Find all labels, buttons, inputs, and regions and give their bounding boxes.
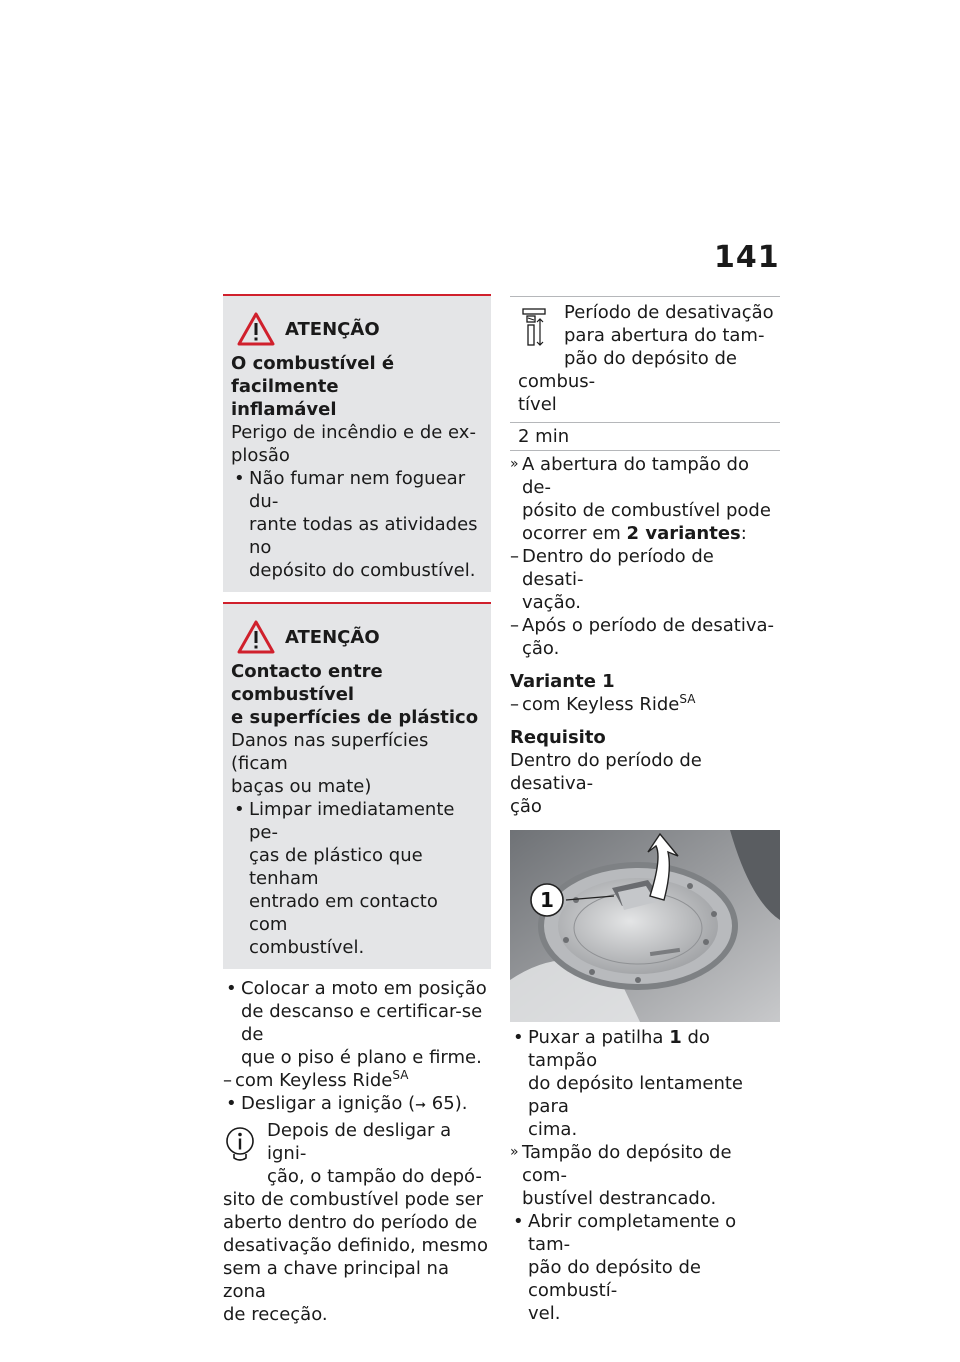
warning-action-line: • Limpar imediatamente pe- [249, 799, 455, 843]
option-superscript: SA [679, 692, 696, 706]
warning-desc-line: baças ou mate) [231, 776, 372, 797]
option-line: – Dentro do período de desati- [522, 546, 714, 590]
result-line [522, 522, 780, 545]
warning-title-text: ATENÇÃO [285, 318, 380, 340]
info-line: aberto dentro do período de [223, 1212, 478, 1233]
result-text: ocorrer em [522, 523, 627, 544]
warning-action-line: • Não fumar nem foguear du- [249, 468, 466, 512]
spec-label-line: Período de desativação [564, 302, 774, 323]
step-line: pão do depósito de combustí- [528, 1257, 701, 1301]
info-line: desativação definido, mesmo [223, 1235, 488, 1256]
step-line: que o piso é plano e firme. [241, 1047, 482, 1068]
warning-headline-line: Contacto entre combustível [231, 661, 383, 705]
right-column [510, 294, 780, 1325]
result-unlocked [510, 1141, 780, 1210]
option-text: com Keyless Ride [235, 1070, 393, 1091]
warning-title [237, 614, 481, 660]
step-line: • Abrir completamente o tam- [528, 1211, 737, 1255]
result-line: bustível destrancado. [522, 1188, 717, 1209]
warning-headline-line: e superfícies de plástico [231, 707, 479, 728]
warning-triangle-icon [237, 312, 275, 346]
step-line: de descanso e certificar-se de [241, 1001, 483, 1045]
warning-action-line: rante todas as atividades no [249, 514, 478, 558]
variant-option-after-period [510, 614, 780, 660]
result-bold-text: 2 variantes [626, 523, 741, 544]
info-bulb-icon [223, 1125, 257, 1165]
warning-headline [231, 660, 481, 729]
spec-label-line: para abertura do tam- [564, 325, 765, 346]
info-line: Depois de desligar a igni- [267, 1120, 452, 1164]
warning-action-line: entrado em contacto com [249, 891, 438, 935]
left-column [223, 294, 491, 1326]
option-line: ção. [522, 638, 560, 659]
warning-triangle-icon [237, 620, 275, 654]
warning-headline [231, 352, 481, 421]
requirement-heading: Requisito [510, 727, 606, 748]
warning-headline-line: inflamável [231, 399, 337, 420]
step-pull-tab [510, 1026, 780, 1141]
result-variants [510, 453, 780, 545]
warning-title-text: ATENÇÃO [285, 626, 380, 648]
step-bold-text: 1 [669, 1027, 682, 1048]
spec-label-line: tível [518, 394, 557, 415]
page-reference-arrow-icon: ➞ [415, 1098, 427, 1113]
requirement-line: ção [510, 796, 542, 817]
page-number: 141 [714, 240, 780, 275]
info-line: sito de combustível pode ser [223, 1189, 484, 1210]
option-superscript: SA [392, 1068, 409, 1082]
option-line: vação. [522, 592, 582, 613]
warning-desc-line: Danos nas superfícies (ficam [231, 730, 429, 774]
warning-description [231, 729, 481, 798]
warning-title [237, 306, 481, 352]
info-line: sem a chave principal na zona [223, 1258, 449, 1302]
step-line: do depósito lentamente para [528, 1073, 743, 1117]
step-line [528, 1026, 780, 1072]
step-open-cap [510, 1210, 780, 1325]
warning-action-line: combustível. [249, 937, 365, 958]
variant-heading: Variante 1 [510, 671, 615, 692]
procedure-steps [223, 977, 491, 1117]
warning-action-line: depósito do combustível. [249, 560, 476, 581]
warning-desc-line: plosão [231, 445, 290, 466]
page-reference-link[interactable]: 65). [426, 1093, 468, 1114]
step-line: cima. [528, 1119, 578, 1140]
warning-desc-line: Perigo de incêndio e de ex- [231, 422, 476, 443]
warning-headline-line: O combustível é facilmente [231, 353, 395, 397]
photo-callout-label: 1 [540, 888, 554, 912]
fuel-cap-photo [510, 830, 780, 1022]
spec-label-line: pão do depósito de combus- [518, 348, 737, 392]
info-line: de receção. [223, 1304, 328, 1325]
step-line: vel. [528, 1303, 561, 1324]
requirement-line: Dentro do período de desativa- [510, 750, 702, 794]
warning-description [231, 421, 481, 467]
spec-label [510, 297, 780, 423]
option-keyless-ride [510, 693, 780, 716]
result-text: : [740, 523, 747, 544]
option-keyless-ride [223, 1069, 491, 1092]
spec-table [510, 296, 780, 451]
fuel-tank-spec-icon [520, 305, 548, 349]
warning-action [231, 798, 481, 959]
info-note [223, 1119, 491, 1326]
step-switch-off-ignition [223, 1092, 491, 1117]
variant-option-within-period [510, 545, 780, 614]
option-text: com Keyless Ride [522, 694, 680, 715]
spec-value: 2 min [518, 426, 570, 447]
warning-action [231, 467, 481, 582]
result-line: pósito de combustível pode [522, 500, 771, 521]
result-line: » A abertura do tampão do de- [522, 454, 749, 498]
step-park-motorcycle [223, 977, 491, 1069]
result-line: » Tampão do depósito de com- [522, 1142, 732, 1186]
step-text: Desligar a ignição ( [241, 1093, 416, 1114]
step-text: do tampão [528, 1027, 710, 1071]
warning-action-line: ças de plástico que tenham [249, 845, 423, 889]
info-line: ção, o tampão do depó- [267, 1166, 482, 1187]
warning-box-plastic [223, 602, 491, 969]
step-line: • Colocar a moto em posição [241, 978, 487, 999]
warning-box-flammable [223, 294, 491, 592]
option-line: – Após o período de desativa- [522, 615, 775, 636]
step-text: Puxar a patilha [528, 1027, 670, 1048]
